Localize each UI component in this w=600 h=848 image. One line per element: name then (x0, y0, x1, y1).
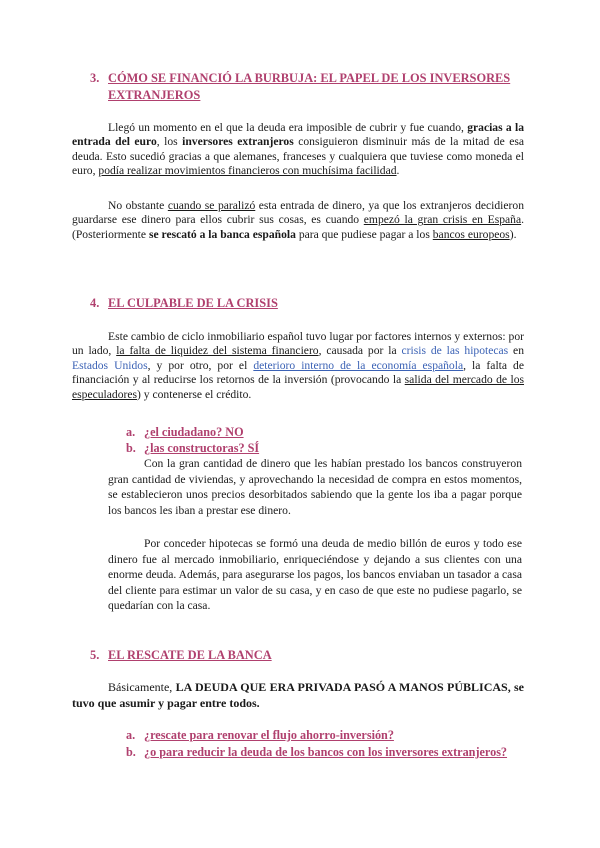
section-3-number: 3. (90, 71, 100, 85)
section-4-number: 4. (90, 296, 100, 310)
link-crisis-hipotecas[interactable]: crisis de las hipotecas (401, 344, 509, 358)
section-5-item-a: a. ¿rescate para renovar el flujo ahorro-inversión? (126, 728, 394, 742)
section-4-item-a: a. ¿el ciudadano? NO (126, 425, 244, 439)
link-estados-unidos[interactable]: Estados Unidos (72, 358, 148, 372)
link-deterioro-interno[interactable]: deterioro interno de la economía española (253, 358, 464, 372)
section-3-title-line2: EXTRANJEROS (108, 88, 201, 102)
section-3-heading (90, 70, 530, 104)
section-5-paragraph-1: Básicamente, LA DEUDA QUE ERA PRIVADA PASÓ A MANOS PÚBLICAS, se tuvo que asumir y pagar entre todos. (72, 680, 525, 710)
section-3-paragraph-1: Llegó un momento en el que la deuda era imposible de cubrir y fue cuando, gracias a la entrada del euro, los inversores extranjeros consiguieron disminuir más de la mitad de esa deuda. Esto sucedió gracias a que alemanes, franceses y cualquiera que tuviese como moneda el euro, podía realizar movimientos financieros con muchísima facilidad. (72, 121, 525, 178)
section-4-heading (90, 295, 530, 312)
section-4-item-b: b. ¿las constructoras? SÍ (126, 441, 260, 455)
section-5-item-b: b. ¿o para reducir la deuda de los bancos con los inversores extranjeros? (126, 745, 508, 759)
section-5-heading (90, 647, 530, 664)
section-3-paragraph-2: No obstante cuando se paralizó esta entrada de dinero, ya que los extranjeros decidieron guardarse ese dinero para ellos cubrir sus cosas, es cuando empezó la gran crisis en España. (Posteriormente se rescató a la banca española para que pudiese pagar a los bancos europeos). (72, 199, 524, 241)
section-4-paragraph-1: Este cambio de ciclo inmobiliario español tuvo lugar por factores internos y externos: por un lado, la falta de liquidez del sistema financiero, causada por la crisis de las hipotecas en Estados Unidos, y por otro, por el deterioro interno de la economía española, la falta de financiación y al reducirse los retornos de la inversión (provocando la salida del mercado de los especuladores) y contenerse el crédito. (72, 330, 525, 401)
section-3-title-line1: CÓMO SE FINANCIÓ LA BURBUJA: EL PAPEL DE LOS INVERSORES (108, 71, 511, 85)
section-5-number: 5. (90, 648, 100, 662)
section-4-paragraph-3: Por conceder hipotecas se formó una deuda de medio billón de euros y todo ese dinero fue al mercado inmobiliario, enriqueciéndose y dejando a sus clientes con una enorme deuda. Además, para asegurarse los pagos, los bancos enviaban un tasador a casa del cliente para estimar un valor de su casa, y en caso de que este no pudiese pagarlo, se quedarían con la casa. (108, 537, 522, 613)
section-4-title: EL CULPABLE DE LA CRISIS (108, 296, 278, 310)
section-4-paragraph-2: Con la gran cantidad de dinero que les habían prestado los bancos construyeron gran cantidad de viviendas, y aprovechando la necesidad de compra en estos momentos, se establecieron unos precios desorbitados sabiendo que la gente los iba a pagar porque los bancos les iban a prestar ese dinero. (108, 457, 522, 517)
section-5-title: EL RESCATE DE LA BANCA (108, 648, 272, 662)
